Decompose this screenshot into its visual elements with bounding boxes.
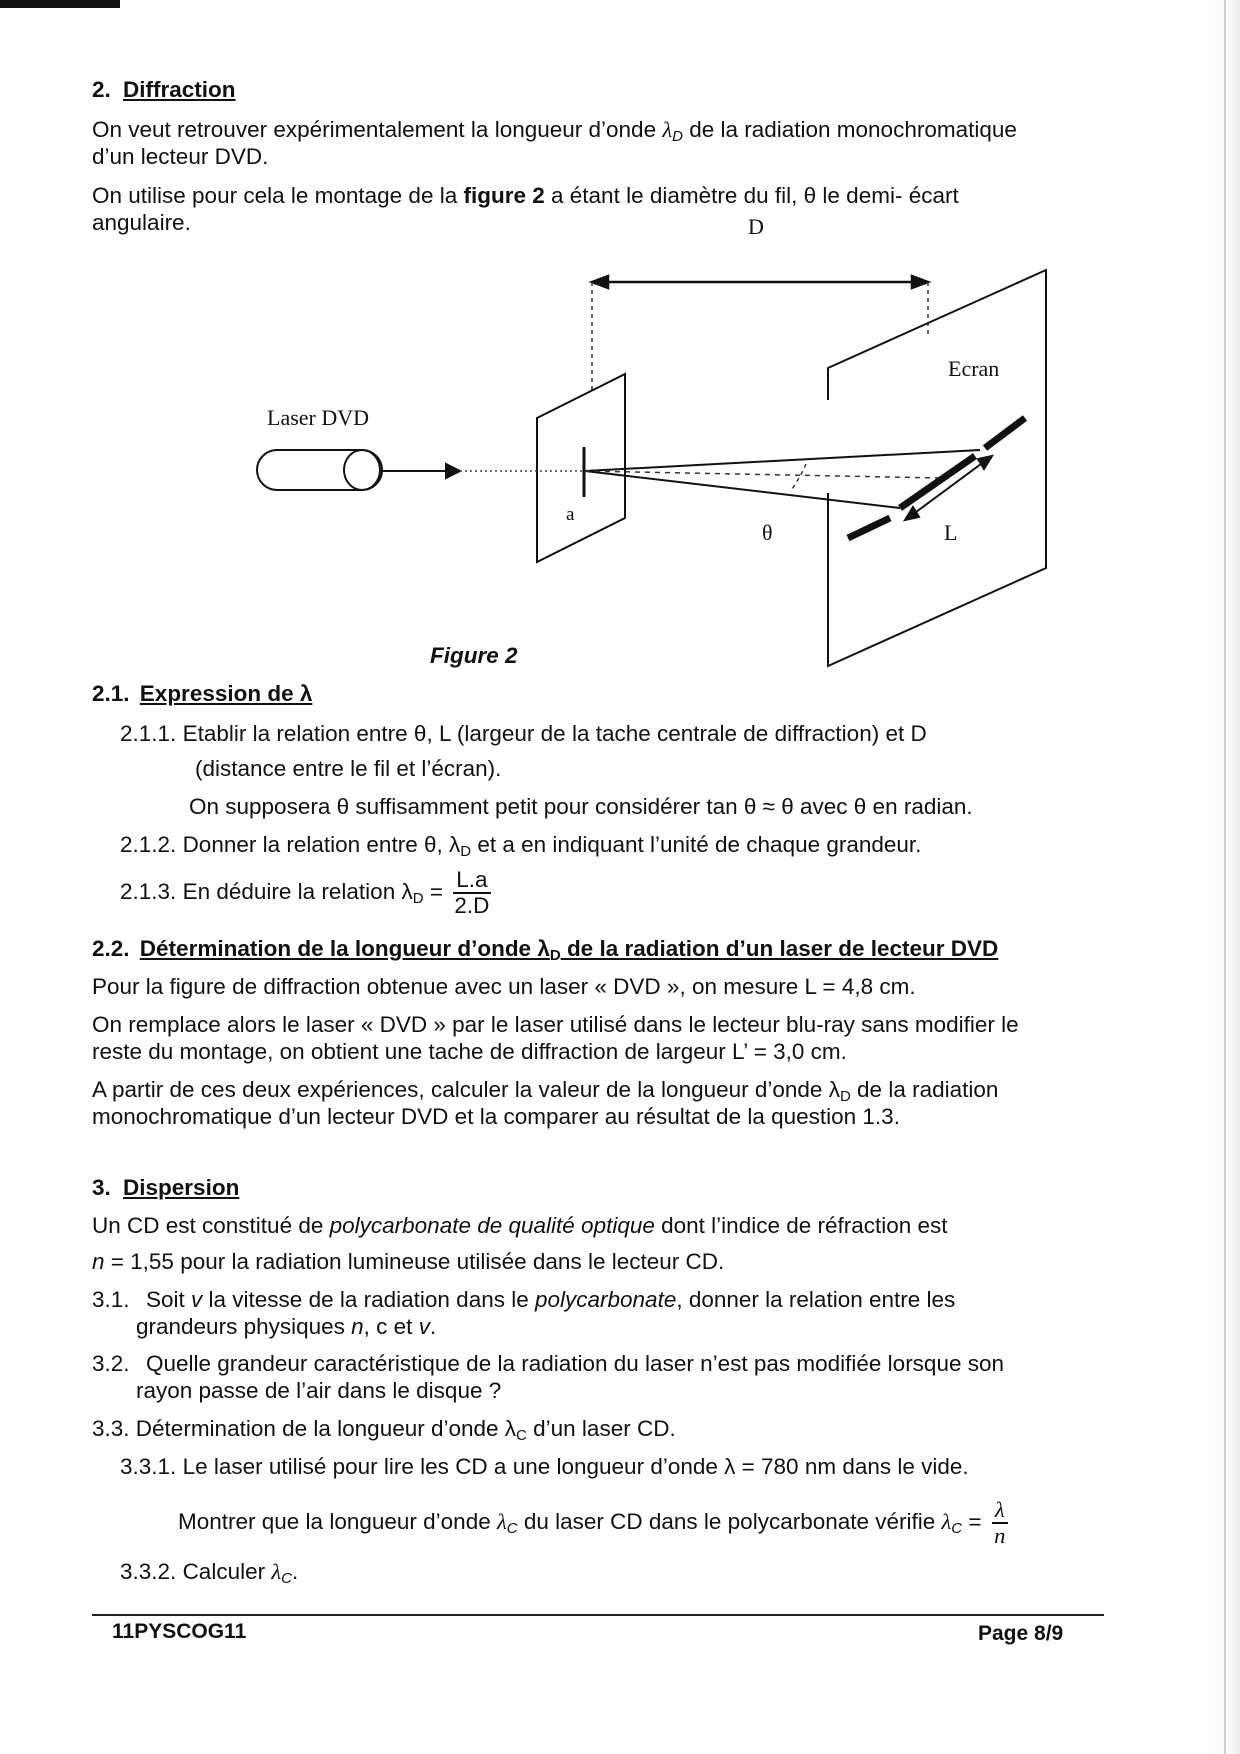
subsection-2-2-paragraph-1: Pour la figure de diffraction obtenue avec un laser « DVD », on mesure L = 4,8 cm. — [92, 974, 916, 999]
fraction-La-over-2D: $\frac{L.a}{2.D}$ — [454, 867, 490, 918]
theta-arc — [790, 464, 806, 492]
section-3-heading: 3. Dispersion — [92, 1175, 240, 1200]
label-a: a — [566, 504, 575, 525]
section-2-title: Diffraction — [123, 77, 236, 102]
subsection-2-2-heading: 2.2. Détermination de la longueur d’onde $\lambda_D$ de la radiation d’un laser de lecteur DVD — [92, 936, 999, 964]
section-2-paragraph-1: On veut retrouver expérimentalement la longueur d’onde $\lambda_D$ de la radiation monochromatique — [92, 117, 1017, 145]
label-ecran: Ecran — [948, 356, 1000, 381]
section-2-number: 2. — [92, 77, 111, 102]
footer-rule — [92, 1614, 1104, 1616]
question-3-1: Soit v la vitesse de la radiation dans le polycarbonate, donner la relation entre les — [146, 1287, 956, 1312]
subsection-2-2-paragraph-2-line-2: reste du montage, on obtient une tache de diffraction de largeur L’ = 3,0 cm. — [92, 1039, 847, 1064]
screen-ecran — [828, 270, 1046, 666]
footer-code: 11PYSCOG11 — [112, 1620, 247, 1643]
question-3-3-1: 3.3.1. Le laser utilisé pour lire les CD a une longueur d’onde λ = 780 nm dans le vide. — [120, 1454, 969, 1479]
question-3-1-line-2: grandeurs physiques n, c et v. — [136, 1314, 437, 1339]
label-D: D — [748, 214, 764, 239]
subsection-2-1-heading: 2.1. Expression de λ — [92, 681, 313, 706]
subsection-2-2-paragraph-3: A partir de ces deux expériences, calculer la valeur de la longueur d’onde $\lambda_D$ de la radiation — [92, 1077, 999, 1105]
question-3-2-line-2: rayon passe de l’air dans le disque ? — [136, 1378, 502, 1403]
section-3-paragraph-1: Un CD est constitué de polycarbonate de qualité optique dont l’indice de réfraction est — [92, 1213, 948, 1238]
question-3-2: Quelle grandeur caractéristique de la radiation du laser n’est pas modifiée lorsque son — [146, 1351, 1004, 1376]
laser-beam-arrow — [380, 464, 460, 478]
figure-2-diagram — [0, 0, 1240, 700]
footer-page-number: Page 8/9 — [978, 1622, 1064, 1645]
question-2-1-1: 2.1.1. Etablir la relation entre θ, L (largeur de la tache centrale de diffraction) et D — [120, 721, 927, 746]
wire-slide — [537, 374, 625, 562]
label-laser-dvd: Laser DVD — [267, 405, 370, 430]
diffraction-rays — [585, 450, 980, 508]
subsection-2-2-paragraph-2: On remplace alors le laser « DVD » par le laser utilisé dans le lecteur blu-ray sans modifier le — [92, 1012, 1019, 1037]
question-3-1-number: 3.1. — [92, 1287, 130, 1312]
question-2-1-1-line-2: (distance entre le fil et l’écran). — [195, 756, 502, 781]
question-3-3: 3.3. Détermination de la longueur d’onde $\lambda_C$ d’un laser CD. — [92, 1416, 676, 1444]
distance-D-arrow — [592, 276, 928, 288]
question-2-1-3: 2.1.3. En déduire la relation $\lambda_D$ = $\frac{L.a}{2.D}$ — [120, 867, 490, 918]
subsection-2-2-paragraph-3-line-2: monochromatique d’un lecteur DVD et la comparer au résultat de la question 1.3. — [92, 1104, 900, 1129]
section-2-paragraph-2: On utilise pour cela le montage de la figure 2 a étant le diamètre du fil, θ le demi- écart — [92, 183, 959, 208]
section-2-paragraph-2-line-2: angulaire. — [92, 210, 191, 235]
label-theta: θ — [762, 520, 773, 545]
question-2-1-1-line-3: On supposera θ suffisamment petit pour considérer tan θ ≈ θ avec θ en radian. — [189, 794, 973, 819]
section-3-paragraph-2: n = 1,55 pour la radiation lumineuse utilisée dans le lecteur CD. — [92, 1249, 725, 1274]
label-L: L — [944, 520, 958, 545]
width-L-arrow — [905, 456, 992, 520]
question-3-3-1-line-2: Montrer que la longueur d’onde $\lambda_C$ du laser CD dans le polycarbonate vérifie $\lambda_C$ = $\frac{\lambda}{n}$ — [178, 1498, 1008, 1548]
question-3-3-2: 3.3.2. Calculer $\lambda_C$. — [120, 1559, 299, 1587]
laser-dvd-device — [257, 450, 382, 490]
fraction-lambda-over-n: $\frac{\lambda}{n}$ — [992, 1498, 1008, 1548]
question-3-2-number: 3.2. — [92, 1351, 130, 1376]
question-2-1-2: 2.1.2. Donner la relation entre θ, $\lambda_D$ et a en indiquant l’unité de chaque grandeur. — [120, 832, 922, 860]
figure-2-caption: Figure 2 — [430, 643, 518, 668]
section-2-paragraph-1-line-2: d’un lecteur DVD. — [92, 144, 269, 169]
